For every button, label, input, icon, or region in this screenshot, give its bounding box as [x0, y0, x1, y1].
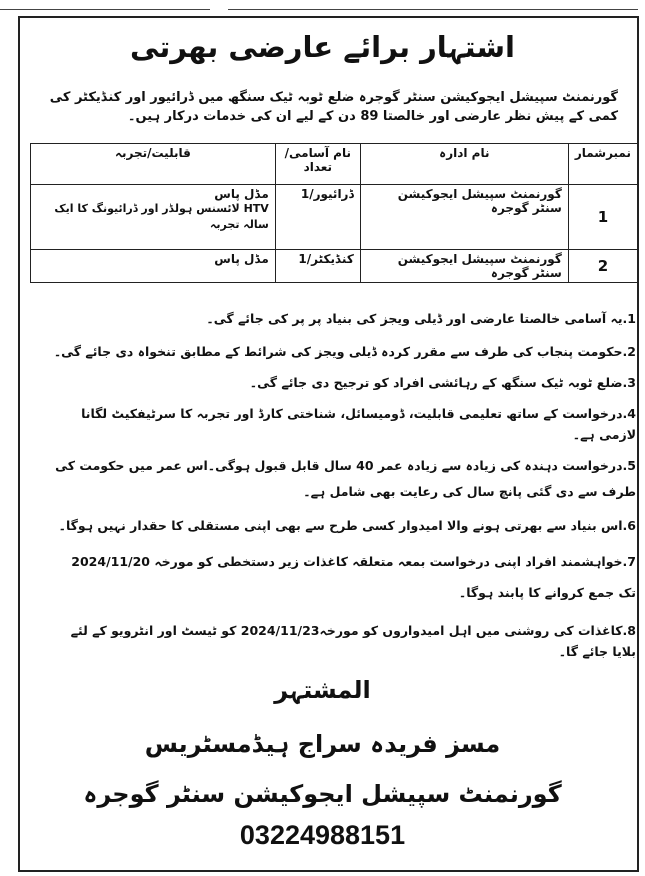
row-number: 2	[568, 250, 637, 283]
item-number: 7.	[622, 554, 636, 569]
top-edge-strip	[0, 0, 645, 10]
table-row	[31, 185, 638, 250]
item-text: ضلع ٹوبہ ٹیک سنگھ کے رہائشی افراد کو ترجیح دی جائے گی۔	[249, 375, 623, 390]
ad-title: اشتہار برائے عارضی بھرتی	[130, 30, 515, 64]
item-number: 4.	[622, 406, 636, 421]
item-number: 2.	[622, 344, 636, 359]
intro-paragraph: گورنمنٹ سپیشل ایجوکیشن سنٹر گوجرہ ضلع ٹوبہ ٹیک سنگھ میں ڈرائیور اور کنڈیکٹر کی کمی کے پیش نظر عارضی اور خالصتا 89 دن کے لیے ان کی خدمات درکار ہیں۔	[49, 90, 618, 124]
advertiser-label: المشتہر	[274, 676, 371, 704]
item-number: 5.	[622, 458, 636, 473]
vacancy-table	[30, 143, 638, 283]
row-qualification: مڈل پاس	[31, 250, 276, 283]
list-item	[50, 308, 636, 329]
list-item	[50, 372, 636, 393]
header-institution: نام ادارہ	[360, 144, 568, 185]
list-item	[50, 515, 636, 536]
item-text: درخواست کے ساتھ تعلیمی قابلیت، ڈومیسائل، شناختی کارڈ اور تجربہ کا سرٹیفکیٹ لگانا لازمی ہے۔	[81, 406, 636, 442]
row-post: ڈرائیور/1	[275, 185, 360, 250]
qualification-extra: HTV لائسنس ہولڈر اور ڈرائیونگ کا ایک سالہ تجربہ	[54, 202, 269, 231]
terms-list	[50, 308, 636, 662]
list-item	[50, 546, 636, 608]
row-institution: گورنمنٹ سپیشل ایجوکیشن سنٹر گوجرہ	[360, 250, 568, 283]
advertiser-institution: گورنمنٹ سپیشل ایجوکیشن سنٹر گوجرہ	[83, 780, 562, 808]
row-qualification	[31, 185, 276, 250]
row-post: کنڈیکٹر/1	[275, 250, 360, 283]
item-text: حکومت پنجاب کی طرف سے مقرر کردہ ڈیلی ویجز کی شرائط کے مطابق تنخواہ دی جائے گی۔	[53, 344, 623, 359]
item-text: یہ آسامی خالصتا عارضی اور ڈیلی ویجز کی بنیاد پر پر کی جائے گی۔	[206, 311, 623, 326]
item-text: خواہشمند افراد اپنی درخواست بمعہ متعلقہ کاغذات زیر دستخطی کو مورخہ 2024/11/20 تک جمع کروانے کا پابند ہوگا۔	[71, 554, 636, 600]
top-left-rule	[0, 0, 210, 10]
item-number: 3.	[622, 375, 636, 390]
table-header-row	[31, 144, 638, 185]
item-number: 1.	[622, 311, 636, 326]
item-number: 6.	[622, 518, 636, 533]
table-row	[31, 250, 638, 283]
list-item	[50, 341, 636, 362]
list-item	[50, 403, 636, 445]
item-text: درخواست دہندہ کی زیادہ سے زیادہ عمر 40 سال قابل قبول ہوگی۔اس عمر میں حکومت کی طرف سے دی گئی پانچ سال کی رعایت بھی شامل ہے۔	[55, 458, 636, 499]
item-text: اس بنیاد سے بھرتی ہونے والا امیدوار کسی طرح سے بھی اپنی مستقلی کا حقدار نہیں ہوگا۔	[58, 518, 623, 533]
row-institution: گورنمنٹ سپیشل ایجوکیشن سنٹر گوجرہ	[360, 185, 568, 250]
row-number: 1	[568, 185, 637, 250]
contact-phone: 03224988151	[239, 820, 406, 850]
list-item	[50, 453, 636, 505]
list-item	[50, 620, 636, 662]
qualification-main: مڈل پاس	[214, 187, 269, 201]
header-post: نام آسامی/ تعداد	[275, 144, 360, 185]
advertiser-name: مسز فریدہ سراج ہیڈمسٹریس	[144, 730, 501, 758]
header-qualification: قابلیت/تجربہ	[31, 144, 276, 185]
header-serial: نمبرشمار	[568, 144, 637, 185]
top-right-rule	[228, 0, 638, 10]
item-text: کاغذات کی روشنی میں اہل امیدواروں کو مورخہ2024/11/23 کو ٹیسٹ اور انٹرویو کے لئے بلایا جائے گا۔	[70, 623, 636, 659]
item-number: 8.	[622, 623, 636, 638]
